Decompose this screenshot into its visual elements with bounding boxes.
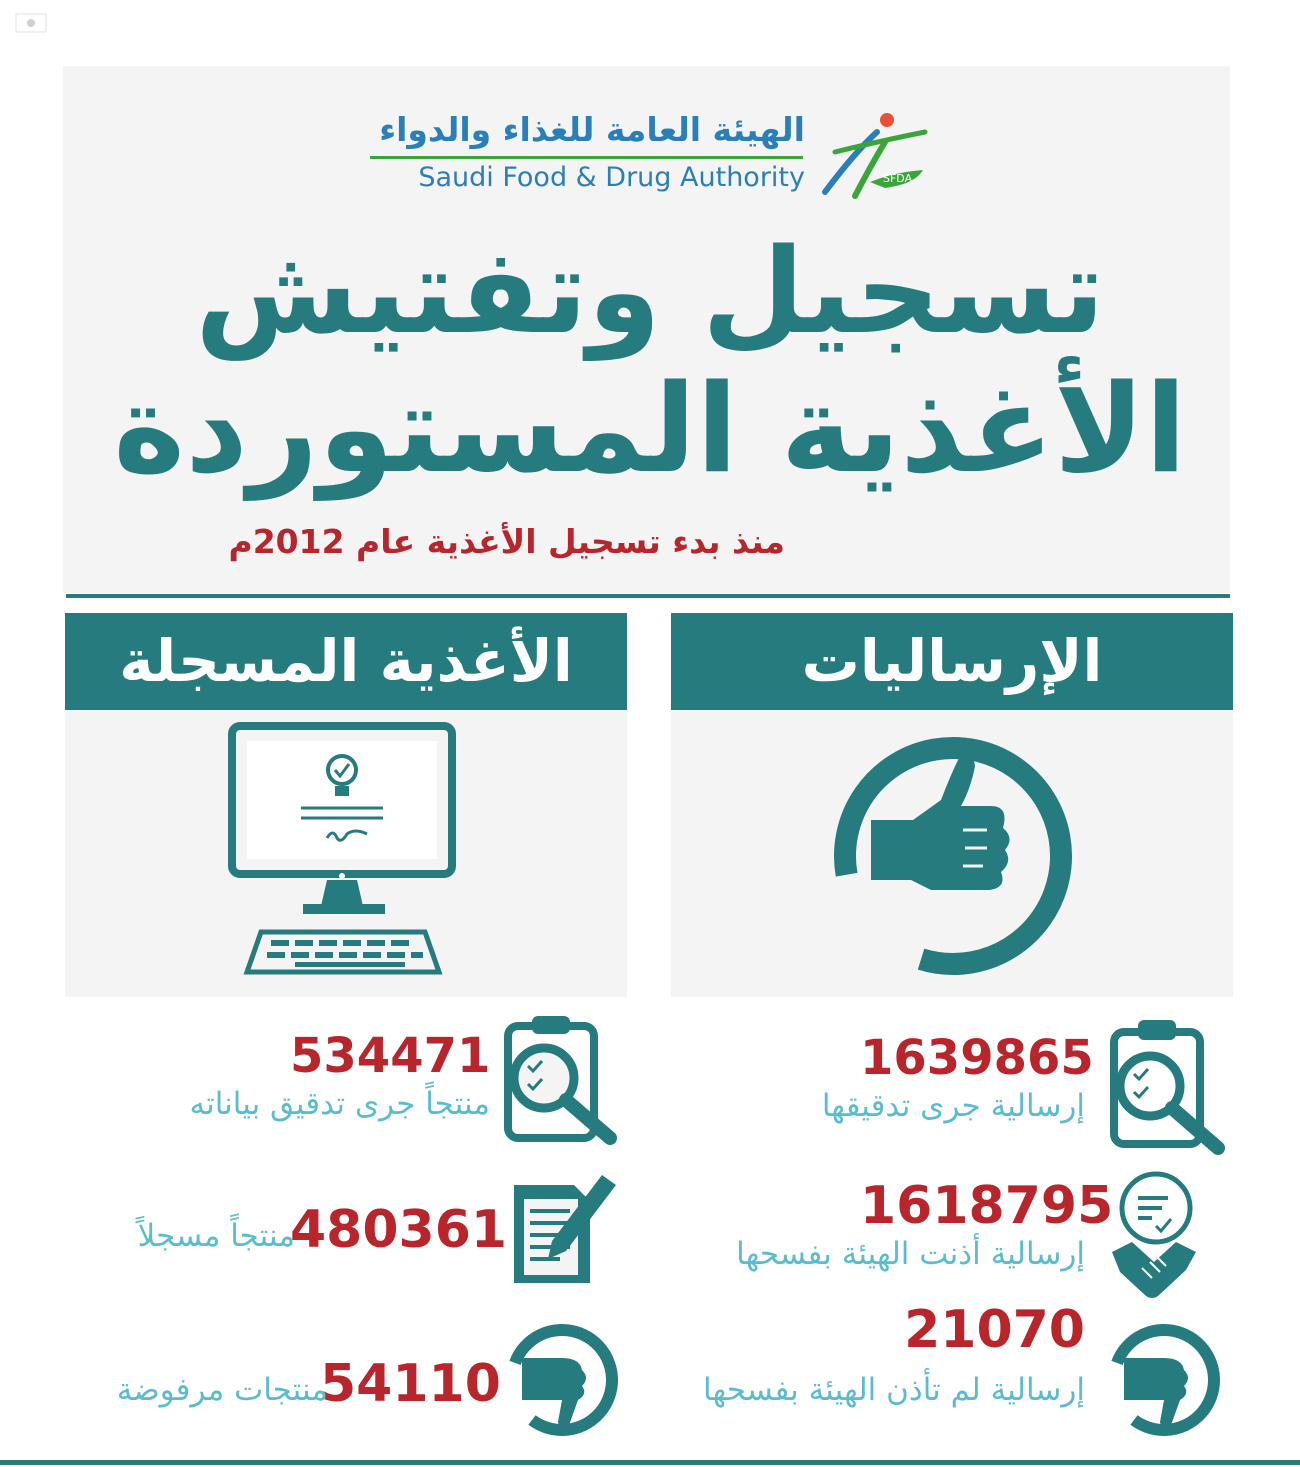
checked-products-count: 534471 bbox=[290, 1028, 491, 1084]
shipments-banner: الإرساليات bbox=[671, 613, 1233, 710]
rejected-shipments-count: 21070 bbox=[904, 1300, 1085, 1360]
shipments-illustration bbox=[671, 710, 1233, 997]
handshake-icon bbox=[1108, 1170, 1203, 1304]
registered-foods-illustration bbox=[65, 710, 627, 997]
corner-logo-icon bbox=[10, 8, 52, 38]
thumbs-up-icon bbox=[671, 710, 1233, 997]
sfda-logo-icon bbox=[815, 112, 935, 206]
rejected-products-label: منتجات مرفوضة bbox=[116, 1372, 328, 1408]
approved-shipments-count: 1618795 bbox=[860, 1176, 1114, 1236]
page-title-line-2: الأغذية المستوردة bbox=[113, 358, 1187, 500]
document-pencil-icon bbox=[508, 1165, 618, 1294]
registered-foods-banner: الأغذية المسجلة bbox=[65, 613, 627, 710]
logo-arabic-name: الهيئة العامة للغذاء والدواء bbox=[379, 110, 805, 149]
logo-divider bbox=[370, 156, 803, 159]
approved-shipments-label: إرسالية أذنت الهيئة بفسحها bbox=[736, 1236, 1085, 1272]
rejected-shipments-label: إرسالية لم تأذن الهيئة بفسحها bbox=[703, 1372, 1085, 1408]
computer-icon bbox=[65, 710, 627, 997]
logo-english-name: Saudi Food & Drug Authority bbox=[418, 162, 805, 193]
page-title-line-1: تسجيل وتفتيش bbox=[195, 222, 1105, 360]
registered-products-count: 480361 bbox=[290, 1200, 508, 1260]
checked-shipments-label: إرسالية جرى تدقيقها bbox=[821, 1088, 1085, 1124]
page-subtitle: منذ بدء تسجيل الأغذية عام 2012م bbox=[228, 522, 785, 561]
thumbs-down-icon bbox=[500, 1318, 625, 1447]
registered-products-label: منتجاً مسجلاً bbox=[137, 1218, 295, 1254]
checked-products-label: منتجاً جرى تدقيق بياناته bbox=[189, 1086, 490, 1122]
rejected-products-count: 54110 bbox=[320, 1354, 501, 1414]
clipboard-magnifier-icon bbox=[1100, 1016, 1235, 1162]
checked-shipments-count: 1639865 bbox=[860, 1030, 1094, 1086]
section-divider bbox=[66, 594, 1230, 598]
svg-text:SFDA: SFDA bbox=[883, 172, 913, 185]
thumbs-down-icon bbox=[1100, 1316, 1230, 1448]
footer-rule bbox=[0, 1460, 1300, 1465]
clipboard-magnifier-icon bbox=[500, 1012, 625, 1156]
